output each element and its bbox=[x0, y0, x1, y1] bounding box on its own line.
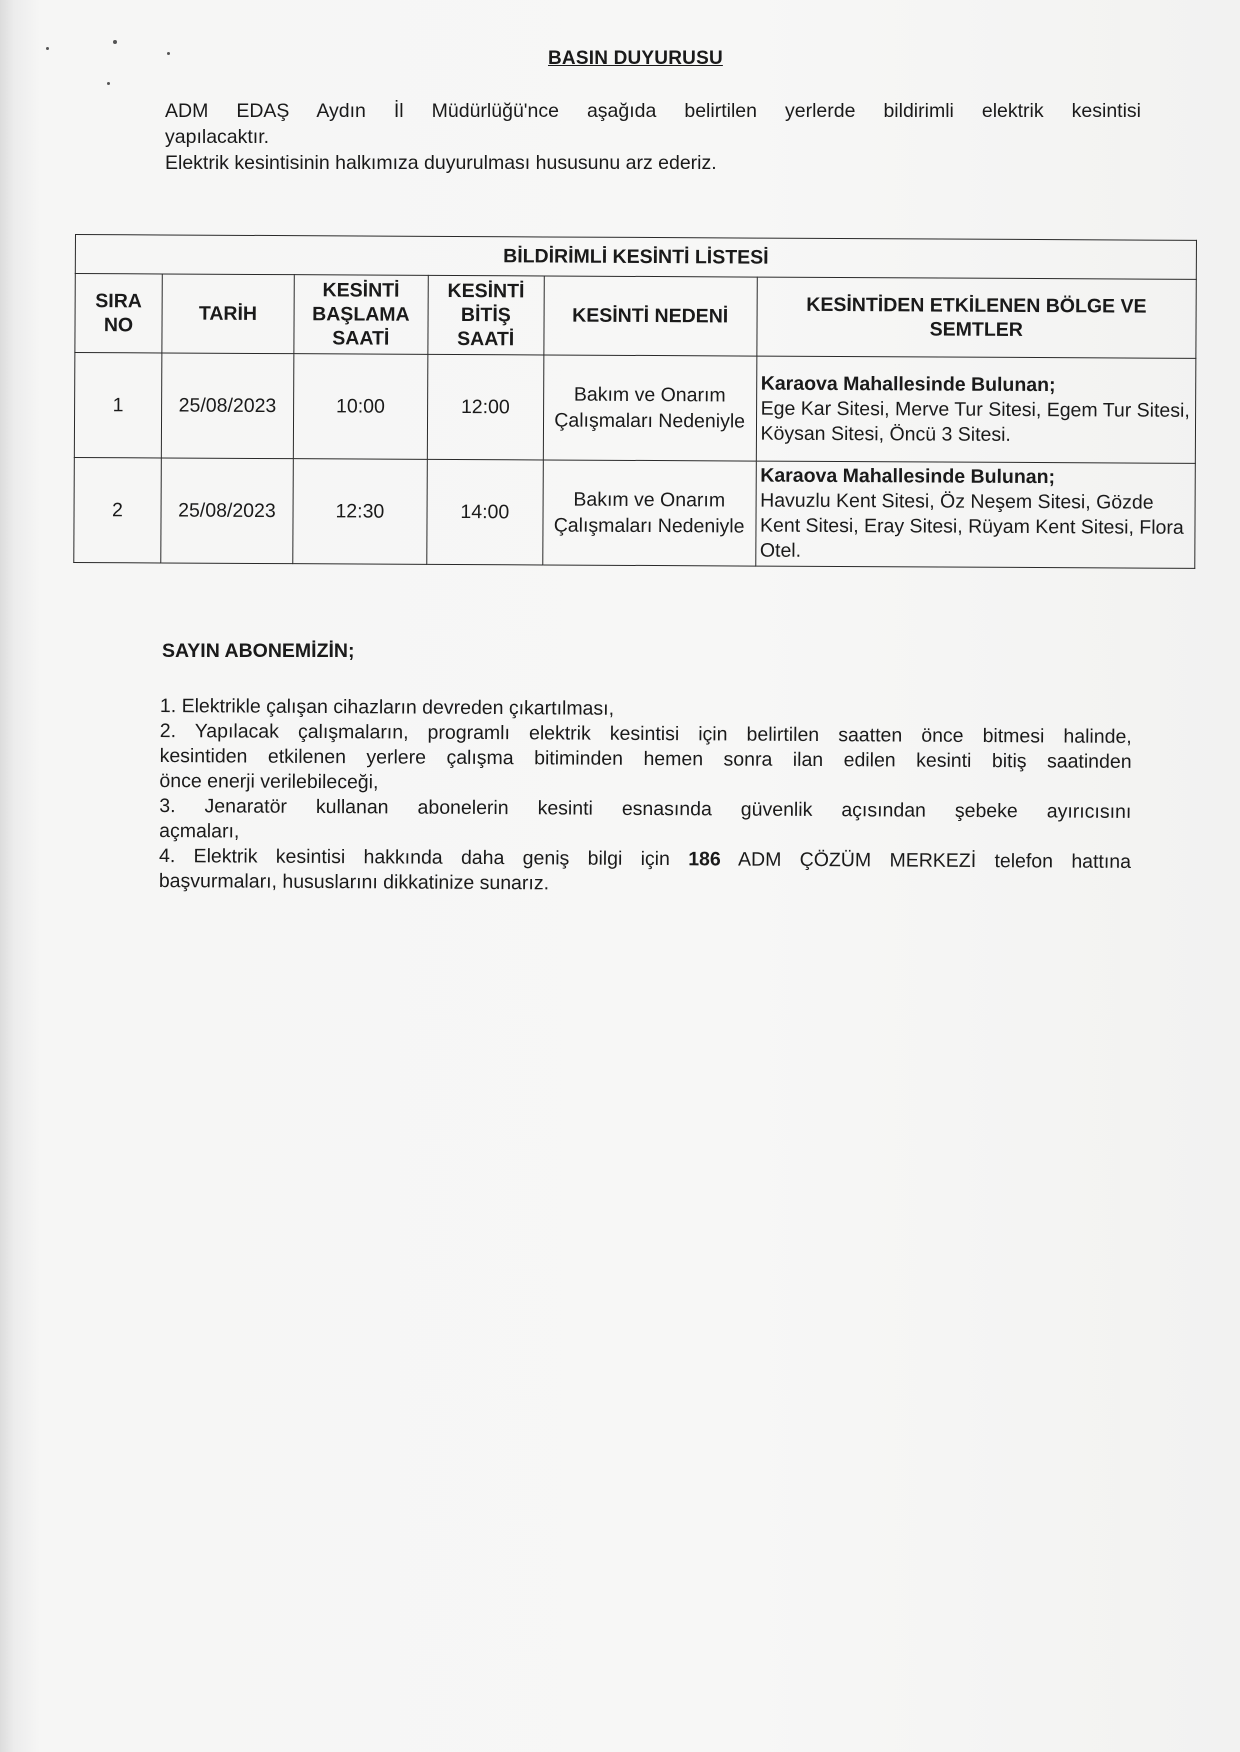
header-date: TARİH bbox=[162, 274, 294, 354]
header-reason: KESİNTİ NEDENİ bbox=[544, 276, 757, 356]
header-region: KESİNTİDEN ETKİLENEN BÖLGE VE SEMTLER bbox=[756, 277, 1196, 358]
cell-no: 2 bbox=[74, 457, 161, 562]
cell-end-time: 14:00 bbox=[427, 459, 543, 565]
notice-item-line: 2. Yapılacak çalışmaların, programlı elektrik kesintisi için belirtilen saatten önce bitmesi halinde, bbox=[159, 719, 1132, 748]
cell-start-time: 10:00 bbox=[293, 354, 427, 460]
region-text: Ege Kar Sitesi, Merve Tur Sitesi, Egem Tur Sitesi, Köysan Sitesi, Öncü 3 Sitesi. bbox=[760, 397, 1190, 446]
cell-reason: Bakım ve Onarım Çalışmaları Nedeniyle bbox=[543, 355, 756, 461]
cell-end-time: 12:00 bbox=[427, 354, 543, 460]
intro-line: yapılacaktır. bbox=[165, 126, 270, 148]
notice-text: 4. Elektrik kesintisi hakkında daha geniş bilgi için bbox=[158, 844, 689, 871]
cell-start-time: 12:30 bbox=[293, 459, 427, 565]
notice-list bbox=[159, 694, 1132, 900]
cell-no: 1 bbox=[74, 353, 161, 458]
table-row bbox=[74, 353, 1196, 464]
notice-item-line: önce enerji verilebileceği, bbox=[159, 769, 379, 794]
notice-heading: SAYIN ABONEMİZİN; bbox=[162, 640, 355, 662]
notice-item-line: kesintiden etkilenen yerlere çalışma bitiminden hemen sonra ilan edilen kesinti bitiş saatinden bbox=[159, 744, 1132, 773]
table-caption: BİLDİRİMLİ KESİNTİ LİSTESİ bbox=[75, 235, 1196, 280]
cell-region bbox=[756, 356, 1196, 463]
notice-item-line: başvurmaları, hususlarını dikkatinize sunarız. bbox=[158, 869, 550, 895]
scan-speck bbox=[113, 40, 117, 44]
scan-speck bbox=[46, 47, 49, 50]
intro-line: ADM EDAŞ Aydın İl Müdürlüğü'nce aşağıda belirtilen yerlerde bildirimli elektrik kesintisi bbox=[165, 100, 1141, 122]
cell-date: 25/08/2023 bbox=[161, 458, 293, 564]
table-header-row bbox=[75, 274, 1196, 359]
notice-text: ADM ÇÖZÜM MERKEZİ telefon hattına bbox=[720, 848, 1132, 873]
header-start-time: KESİNTİ BAŞLAMA SAATİ bbox=[294, 275, 428, 355]
table-row bbox=[74, 457, 1196, 568]
header-end-time: KESİNTİ BİTİŞ SAATİ bbox=[428, 275, 544, 355]
scan-speck bbox=[167, 52, 170, 55]
cell-reason: Bakım ve Onarım Çalışmaları Nedeniyle bbox=[543, 460, 756, 566]
intro-line: Elektrik kesintisinin halkımıza duyurulması hususunu arz ederiz. bbox=[165, 152, 717, 174]
header-no: SIRA NO bbox=[75, 274, 162, 353]
outage-table bbox=[73, 234, 1197, 569]
notice-item-line: açmaları, bbox=[159, 819, 240, 843]
notice-item-line: 3. Jenaratör kullanan abonelerin kesinti esnasında güvenlik açısından şebeke ayırıcısını bbox=[159, 794, 1132, 823]
scan-speck bbox=[107, 82, 110, 85]
cell-region bbox=[755, 461, 1195, 568]
hotline-number: 186 bbox=[688, 848, 721, 871]
notice-item: 1. Elektrikle çalışan cihazların devreden çıkartılması, bbox=[159, 695, 615, 720]
document-title: BASIN DUYURUSU bbox=[548, 48, 723, 69]
region-text: Havuzlu Kent Sitesi, Öz Neşem Sitesi, Gözde Kent Sitesi, Eray Sitesi, Rüyam Kent Sitesi, Flora Otel. bbox=[759, 489, 1184, 562]
intro-paragraph bbox=[165, 98, 1141, 176]
cell-date: 25/08/2023 bbox=[161, 353, 293, 459]
region-heading: Karaova Mahallesinde Bulunan; bbox=[760, 464, 1056, 489]
region-heading: Karaova Mahallesinde Bulunan; bbox=[760, 372, 1056, 396]
